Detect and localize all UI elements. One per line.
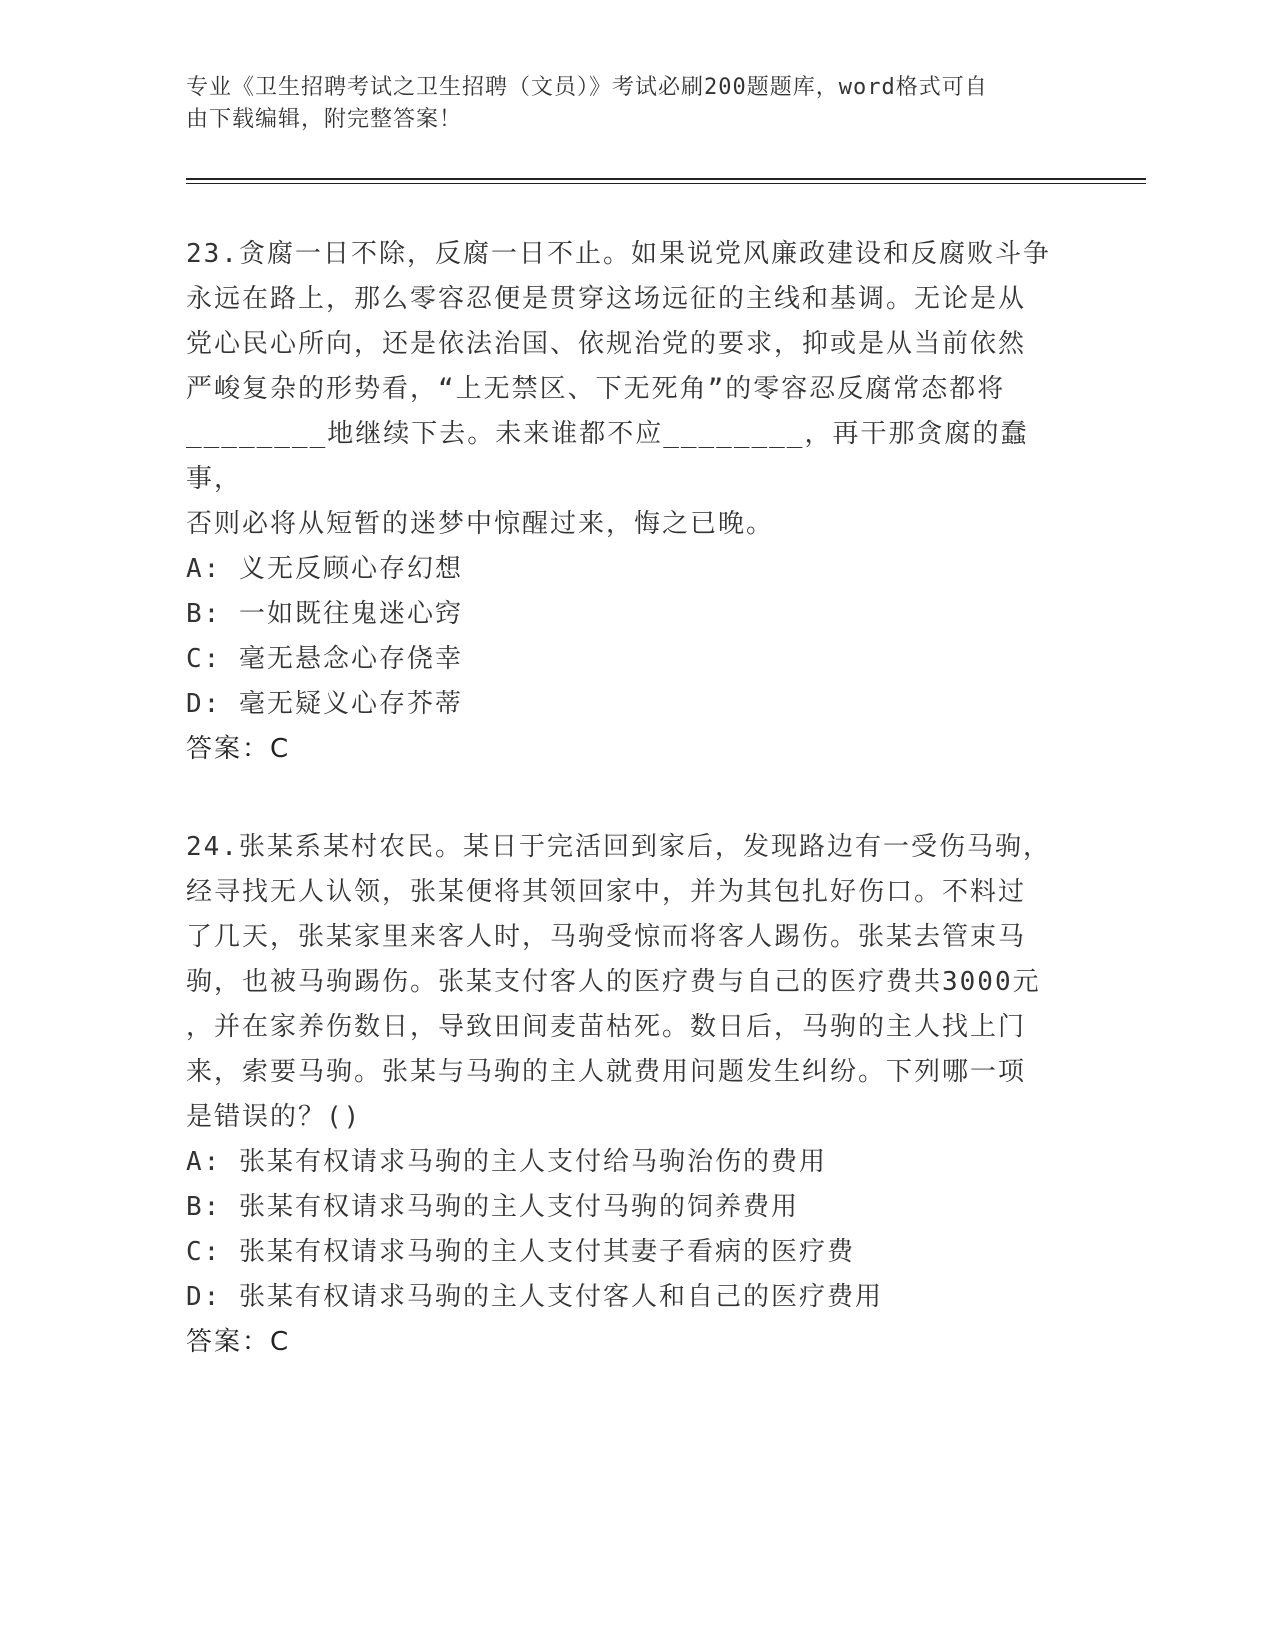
stem-line: 了几天，张某家里来客人时，马驹受惊而将客人踢伤。张某去管束马 <box>186 922 1027 952</box>
stem-line: ，并在家养伤数日，导致田间麦苗枯死。数日后，马驹的主人找上门 <box>186 1012 1027 1042</box>
option-c: C: 张某有权请求马驹的主人支付其妻子看病的医疗费 <box>186 1237 855 1267</box>
stem-line: 24.张某系某村农民。某日于完活回到家后，发现路边有一受伤马驹， <box>186 832 1051 862</box>
header-line-2: 由下载编辑，附完整答案！ <box>186 107 463 132</box>
header-line-1: 专业《卫生招聘考试之卫生招聘（文员）》考试必刷200题题库，word格式可自 <box>186 75 988 100</box>
option-d: D: 张某有权请求马驹的主人支付客人和自己的医疗费用 <box>186 1282 883 1312</box>
question-stem <box>186 232 1066 547</box>
answer-label: 答案：C <box>186 1327 291 1357</box>
document-header <box>186 72 1066 136</box>
stem-line: 23.贪腐一日不除，反腐一日不止。如果说党风廉政建设和反腐败斗争 <box>186 239 1051 269</box>
option-a: A: 张某有权请求马驹的主人支付给马驹治伤的费用 <box>186 1147 827 1177</box>
stem-line: 严峻复杂的形势看，“上无禁区、下无死角”的零容忍反腐常态都将 <box>186 374 1006 404</box>
option-b: B: 张某有权请求马驹的主人支付马驹的饲养费用 <box>186 1192 799 1222</box>
stem-line: 永远在路上，那么零容忍便是贯穿这场远征的主线和基调。无论是从 <box>186 284 1027 314</box>
option-d: D: 毫无疑义心存芥蒂 <box>186 689 463 719</box>
stem-line: 经寻找无人认领，张某便将其领回家中，并为其包扎好伤口。不料过 <box>186 877 1027 907</box>
option-a: A: 义无反顾心存幻想 <box>186 554 463 584</box>
answer-label: 答案：C <box>186 734 291 764</box>
stem-line: ________地继续下去。未来谁都不应________，再干那贪腐的蠢事， <box>186 419 1029 494</box>
question-stem <box>186 825 1066 1140</box>
option-c: C: 毫无悬念心存侥幸 <box>186 644 463 674</box>
stem-line: 是错误的？() <box>186 1102 362 1132</box>
stem-line: 否则必将从短暂的迷梦中惊醒过来，悔之已晚。 <box>186 509 775 539</box>
header-divider-thin <box>186 183 1146 184</box>
option-b: B: 一如既往鬼迷心窍 <box>186 599 463 629</box>
question-24 <box>186 825 1066 1365</box>
stem-line: 来，索要马驹。张某与马驹的主人就费用问题发生纠纷。下列哪一项 <box>186 1057 1027 1087</box>
header-divider-thick <box>186 178 1146 180</box>
stem-line: 驹，也被马驹踢伤。张某支付客人的医疗费与自己的医疗费共3000元 <box>186 967 1041 997</box>
question-23 <box>186 232 1066 772</box>
stem-line: 党心民心所向，还是依法治国、依规治党的要求，抑或是从当前依然 <box>186 329 1027 359</box>
